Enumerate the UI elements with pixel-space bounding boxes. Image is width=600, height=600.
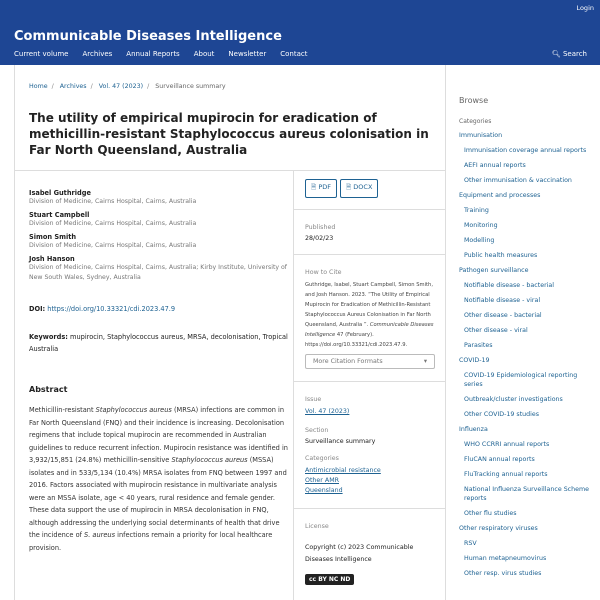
sidebar-category-link[interactable]: Other resp. virus studies xyxy=(464,570,542,577)
search-label: Search xyxy=(562,50,587,58)
nav-newsletter[interactable]: Newsletter xyxy=(228,50,267,58)
license-text: Copyright (c) 2023 Communicable Diseases Intelligence xyxy=(305,544,414,563)
sidebar-category-link[interactable]: Equipment and processes xyxy=(459,192,541,199)
file-icon: 🗎︎ xyxy=(345,183,352,191)
search-icon: 🔍︎ xyxy=(551,50,561,58)
cc-license-badge[interactable]: cc BY NC ND xyxy=(305,574,354,585)
sidebar-category-link[interactable]: Other disease - viral xyxy=(464,327,528,334)
sidebar-category-link[interactable]: Other immunisation & vaccination xyxy=(464,177,572,184)
author-affiliation: Division of Medicine, Cairns Hospital, Cairns, Australia xyxy=(29,198,197,205)
keywords-label: Keywords: xyxy=(29,333,68,341)
breadcrumb-home[interactable]: Home xyxy=(29,83,48,90)
sidebar-category-link[interactable]: Monitoring xyxy=(464,222,498,229)
main-nav xyxy=(14,50,308,58)
citation-tail: 47 (February). https://doi.org/10.33321/cdi.2023.47.9. xyxy=(305,332,408,348)
section-label: Section xyxy=(305,427,329,434)
sidebar-category-link[interactable]: Parasites xyxy=(464,342,493,349)
abstract-segment: (MSSA) isolates and in 533/5,134 (10.4%) MRSA isolates from FNQ between 1997 and 2016. Factors associated with mupirocin resistance in multivariate analysis were an MSSA isolate, age < 40 years, rural residence and female gender. These data support the use of mupirocin in MRSA decolonisation in FNQ, although addressing the underlying social determinants of health that drive the incidence of xyxy=(29,456,287,539)
sidebar-category-link[interactable]: RSV xyxy=(464,540,477,547)
abstract-segment: Staphylococcus aureus xyxy=(95,406,172,414)
sidebar-category-link[interactable]: Public health measures xyxy=(464,252,538,259)
pdf-label: PDF xyxy=(318,183,331,191)
citation-main: Guthridge, Isabel, Stuart Campbell, Simon Smith, and Josh Hanson. 2023. “The Utility of Empirical Mupirocin for Eradication of Methicillin-Resistant Staphylococcus Aureus Colonisation in Far North Queensland, Australia ”. xyxy=(305,282,433,328)
article-details xyxy=(293,170,446,600)
license-section xyxy=(294,509,446,599)
sidebar-category-link[interactable]: Human metapneumovirus xyxy=(464,555,547,562)
author-name: Isabel Guthridge xyxy=(29,189,91,197)
search-button[interactable] xyxy=(552,50,587,58)
sidebar-category-link[interactable]: Other COVID-19 studies xyxy=(464,411,540,418)
caret-down-icon: ▾ xyxy=(423,358,427,365)
pdf-button[interactable] xyxy=(305,179,337,198)
abstract-text xyxy=(29,404,291,554)
nav-archives[interactable]: Archives xyxy=(82,50,113,58)
issue-link[interactable]: Vol. 47 (2023) xyxy=(305,408,350,415)
article-main xyxy=(14,65,446,600)
sidebar-category-link[interactable]: Modelling xyxy=(464,237,495,244)
docx-button[interactable] xyxy=(340,179,378,198)
sidebar-category-link[interactable]: Notifiable disease - viral xyxy=(464,297,541,304)
author-list xyxy=(29,189,291,283)
issue-section xyxy=(294,382,446,509)
nav-current-volume[interactable]: Current volume xyxy=(14,50,69,58)
sidebar-category-link[interactable]: Training xyxy=(464,207,489,214)
breadcrumb-issue[interactable]: Vol. 47 (2023) xyxy=(98,83,144,90)
sidebar-category-link[interactable]: FluCAN annual reports xyxy=(464,456,535,463)
sidebar-category-link[interactable]: FluTracking annual reports xyxy=(464,471,548,478)
abstract-segment: S. aureus xyxy=(84,531,116,539)
sidebar-category-link[interactable]: Outbreak/cluster investigations xyxy=(464,396,563,403)
sidebar-category-link[interactable]: Influenza xyxy=(459,426,488,433)
sidebar-category-link[interactable]: Other flu studies xyxy=(464,510,517,517)
author-affiliation: Division of Medicine, Cairns Hospital, Cairns, Australia; Kirby Institute, University of New South Wales, Sydney, Australia xyxy=(29,264,287,281)
categories-heading: Categories xyxy=(459,118,492,125)
sidebar-category-link[interactable]: National Influenza Surveillance Scheme reports xyxy=(464,486,590,502)
citation-formats-label: More Citation Formats xyxy=(313,358,383,365)
doi-label: DOI: xyxy=(29,305,46,313)
sidebar-category-link[interactable]: Pathogen surveillance xyxy=(459,267,529,274)
author-name: Stuart Campbell xyxy=(29,211,90,219)
how-to-cite-section xyxy=(294,255,446,382)
sidebar-category-link[interactable]: Notifiable disease - bacterial xyxy=(464,282,555,289)
nav-annual-reports[interactable]: Annual Reports xyxy=(126,50,180,58)
nav-about[interactable]: About xyxy=(193,50,215,58)
citation-text xyxy=(305,280,435,350)
citation-journal: Communicable Diseases Intelligence xyxy=(305,322,434,338)
file-icon: 🗎︎ xyxy=(311,183,317,191)
abstract-heading: Abstract xyxy=(29,385,68,394)
category-link[interactable]: Other AMR xyxy=(305,477,339,484)
doi xyxy=(29,305,291,313)
categories-label: Categories xyxy=(305,455,339,462)
breadcrumb-current: Surveillance summary xyxy=(155,83,226,90)
category-link[interactable]: Queensland xyxy=(305,487,343,494)
published-label: Published xyxy=(305,224,336,231)
sidebar-category-link[interactable]: Immunisation xyxy=(459,132,503,139)
abstract-segment: Staphylococcus aureus xyxy=(171,456,248,464)
abstract-segment: Methicillin-resistant xyxy=(29,406,96,414)
sidebar-category-link[interactable]: WHO CCRRI annual reports xyxy=(464,441,550,448)
published-section xyxy=(294,210,446,255)
abstract-segment: infections remain a priority for local healthcare provision. xyxy=(29,531,273,552)
category-link[interactable]: Antimicrobial resistance xyxy=(305,467,381,474)
sidebar-category-link[interactable]: COVID-19 Epidemiological reporting series xyxy=(464,372,578,388)
galley-links xyxy=(294,170,446,210)
nav-contact[interactable]: Contact xyxy=(280,50,308,58)
category-list xyxy=(459,131,594,578)
article-body xyxy=(29,185,291,554)
login-link[interactable]: Login xyxy=(576,4,594,12)
sidebar-category-link[interactable]: COVID-19 xyxy=(459,357,490,364)
breadcrumb: Home / Archives / Vol. 47 (2023) / Surveillance summary xyxy=(29,83,226,90)
author-name: Simon Smith xyxy=(29,233,77,241)
sidebar-category-link[interactable]: Other disease - bacterial xyxy=(464,312,542,319)
site-header xyxy=(0,0,600,65)
sidebar xyxy=(459,96,594,584)
doi-link[interactable]: https://doi.org/10.33321/cdi.2023.47.9 xyxy=(47,305,176,313)
author-name: Josh Hanson xyxy=(29,255,75,263)
issue-label: Issue xyxy=(305,396,322,403)
keywords-value: mupirocin, Staphylococcus aureus, MRSA, decolonisation, Tropical Australia xyxy=(29,333,288,353)
keywords xyxy=(29,331,291,355)
author-affiliation: Division of Medicine, Cairns Hospital, Cairns, Australia xyxy=(29,242,197,249)
sidebar-category-link[interactable]: AEFI annual reports xyxy=(464,162,526,169)
article-title: The utility of empirical mupirocin for eradication of methicillin-resistant Staphylococcus aureus colonisation in Far North Queensland, Australia xyxy=(29,111,429,157)
site-title[interactable]: Communicable Diseases Intelligence xyxy=(14,29,282,44)
cite-label: How to Cite xyxy=(305,269,342,276)
breadcrumb-archives[interactable]: Archives xyxy=(59,83,87,90)
citation-formats-dropdown[interactable] xyxy=(305,354,435,369)
section-value: Surveillance summary xyxy=(305,438,376,445)
license-label: License xyxy=(305,523,329,530)
sidebar-category-link[interactable]: Other respiratory viruses xyxy=(459,525,538,532)
sidebar-category-link[interactable]: Immunisation coverage annual reports xyxy=(464,147,587,154)
browse-heading: Browse xyxy=(459,96,489,105)
docx-label: DOCX xyxy=(353,183,373,191)
abstract-segment: (MRSA) infections are common in Far North Queensland (FNQ) and their incidence is increasing. Decolonisation regimens that include topical mupirocin are recommended in Australian guidelines to reduce recurrent infection. Mupirocin resistance was identified in 3,932/15,851 (24.8%) methicillin-sensitive xyxy=(29,406,288,464)
published-date: 28/02/23 xyxy=(305,235,334,242)
author-affiliation: Division of Medicine, Cairns Hospital, Cairns, Australia xyxy=(29,220,197,227)
